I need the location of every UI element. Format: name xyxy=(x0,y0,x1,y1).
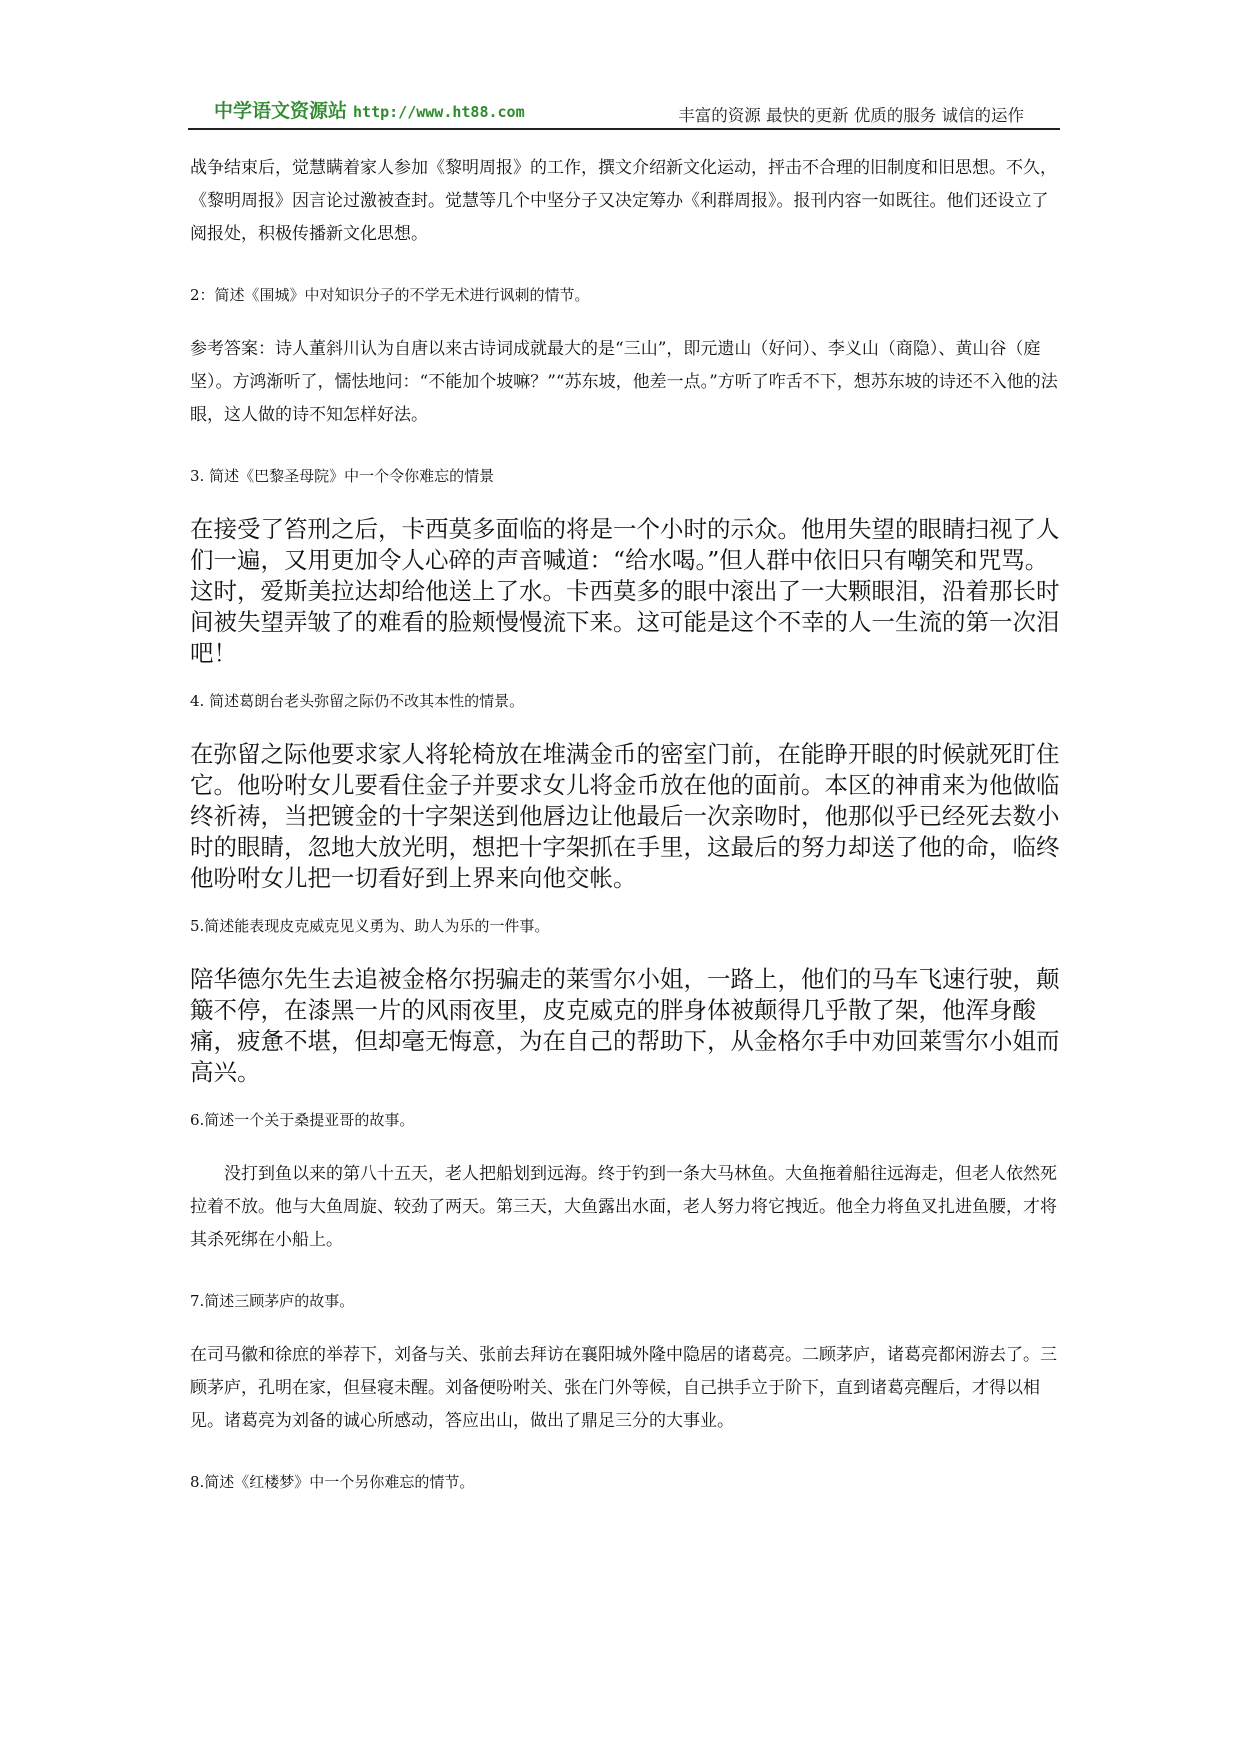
answer-5: 陪华德尔先生去追被金格尔拐骗走的莱雪尔小姐，一路上，他们的马车飞速行驶，颠簸不停，在漆黑一片的风雨夜里，皮克威克的胖身体被颠得几乎散了架，他浑身酸痛，疲惫不堪，但却毫无悔意，为在自己的帮助下，从金格尔手中劝回莱雪尔小姐而高兴。 xyxy=(190,965,1060,1086)
document-body xyxy=(190,152,1060,1520)
logo-url: http://www.ht88.com xyxy=(353,103,525,121)
question-6: 6.简述一个关于桑提亚哥的故事。 xyxy=(190,1111,415,1129)
answer-2: 参考答案：诗人董斜川认为自唐以来古诗词成就最大的是“三山”，即元遗山（好问）、李义山（商隐）、黄山谷（庭坚）。方鸿渐听了，懦怯地问：“不能加个坡嘛？”“苏东坡，他差一点。”方听了咋舌不下，想苏东坡的诗还不入他的法眼，这人做的诗不知怎样好法。 xyxy=(190,339,1058,425)
logo-text: 中学语文资源站 xyxy=(214,100,348,122)
intro-paragraph: 战争结束后，觉慧瞒着家人参加《黎明周报》的工作，撰文介绍新文化运动，抨击不合理的旧制度和旧思想。不久，《黎明周报》因言论过激被查封。觉慧等几个中坚分子又决定筹办《利群周报》。报刊内容一如既往。他们还设立了阅报处，积极传播新文化思想。 xyxy=(190,158,1057,244)
question-5: 5.简述能表现皮克威克见义勇为、助人为乐的一件事。 xyxy=(190,917,550,935)
question-2: 2：简述《围城》中对知识分子的不学无术进行讽刺的情节。 xyxy=(190,286,590,304)
question-7: 7.简述三顾茅庐的故事。 xyxy=(190,1292,355,1310)
page-header xyxy=(188,92,1060,130)
answer-6: 没打到鱼以来的第八十五天，老人把船划到远海。终于钓到一条大马林鱼。大鱼拖着船往远海走，但老人依然死拉着不放。他与大鱼周旋、较劲了两天。第三天，大鱼露出水面，老人努力将它拽近。他全力将鱼叉扎进鱼腰，才将其杀死绑在小船上。 xyxy=(190,1164,1057,1250)
header-slogan: 丰富的资源 最快的更新 优质的服务 诚信的运作 xyxy=(678,106,1024,125)
answer-4: 在弥留之际他要求家人将轮椅放在堆满金币的密室门前，在能睁开眼的时候就死盯住它。他吩咐女儿要看住金子并要求女儿将金币放在他的面前。本区的神甫来为他做临终祈祷，当把镀金的十字架送到他唇边让他最后一次亲吻时，他那似乎已经死去数小时的眼睛，忽地大放光明，想把十字架抓在手里，这最后的努力却送了他的命，临终他吩咐女儿把一切看好到上界来向他交帐。 xyxy=(190,740,1060,892)
site-logo[interactable] xyxy=(214,96,525,123)
question-4: 4. 简述葛朗台老头弥留之际仍不改其本性的情景。 xyxy=(190,692,525,710)
question-3: 3. 简述《巴黎圣母院》中一个令你难忘的情景 xyxy=(190,467,495,485)
question-8: 8.简述《红楼梦》中一个另你难忘的情节。 xyxy=(190,1473,475,1491)
answer-7: 在司马徽和徐庶的举荐下，刘备与关、张前去拜访在襄阳城外隆中隐居的诸葛亮。二顾茅庐，诸葛亮都闲游去了。三顾茅庐，孔明在家，但昼寝未醒。刘备便吩咐关、张在门外等候，自己拱手立于阶下，直到诸葛亮醒后，才得以相见。诸葛亮为刘备的诚心所感动，答应出山，做出了鼎足三分的大事业。 xyxy=(190,1345,1057,1431)
answer-3: 在接受了笞刑之后，卡西莫多面临的将是一个小时的示众。他用失望的眼睛扫视了人们一遍，又用更加令人心碎的声音喊道：“给水喝。”但人群中依旧只有嘲笑和咒骂。这时，爱斯美拉达却给他送上了水。卡西莫多的眼中滚出了一大颗眼泪，沿着那长时间被失望弄皱了的难看的脸颊慢慢流下来。这可能是这个不幸的人一生流的第一次泪吧！ xyxy=(190,515,1060,667)
